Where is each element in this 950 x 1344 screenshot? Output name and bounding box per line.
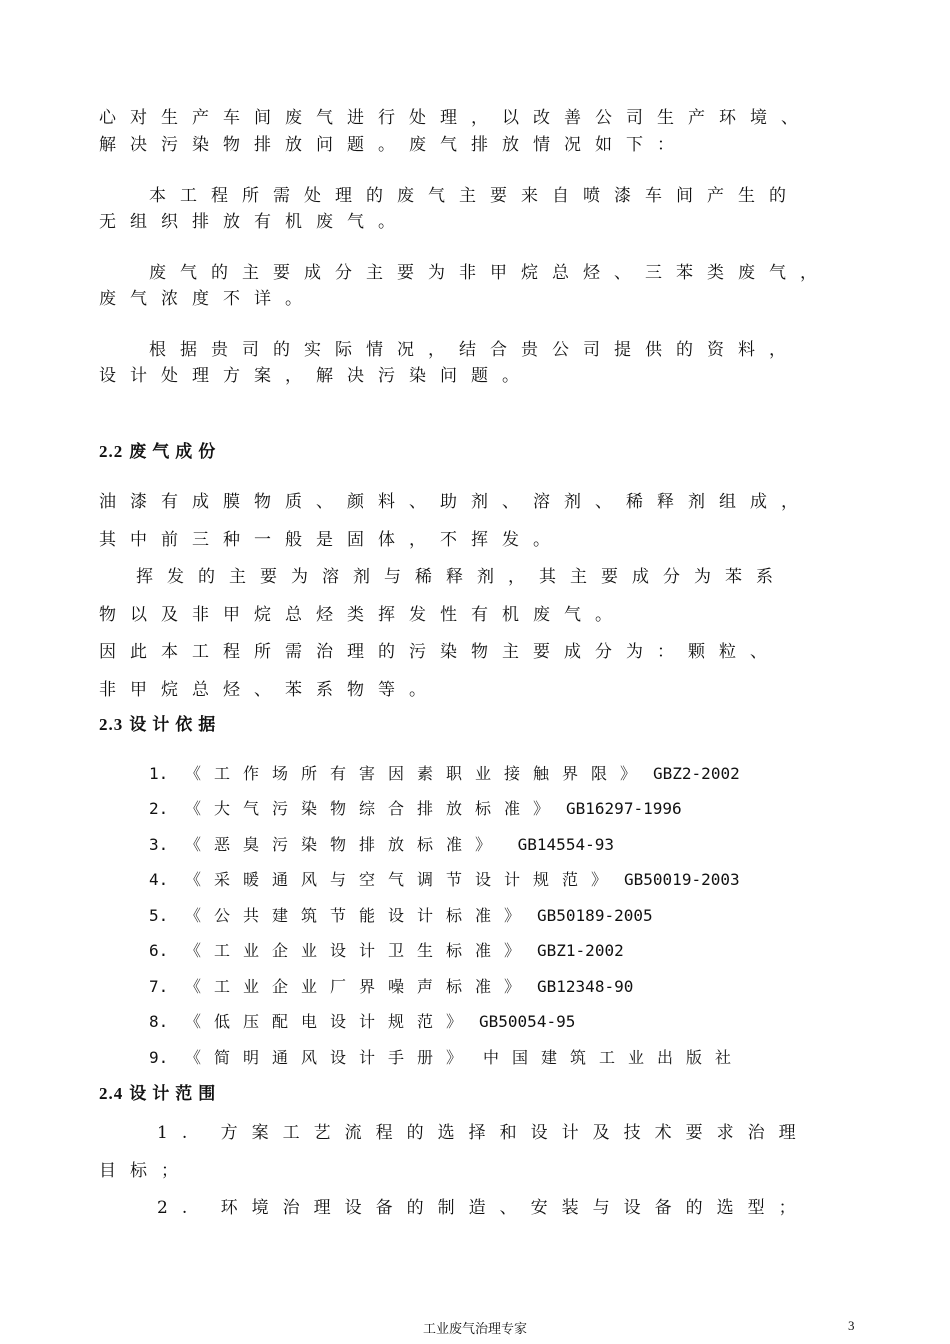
reference-item	[149, 763, 740, 785]
paragraph-line: 废气浓度不详。	[99, 289, 316, 309]
section-title: 设计范围	[129, 1084, 222, 1103]
reference-item	[149, 976, 633, 998]
reference-number: 1.	[149, 764, 169, 783]
section-heading-2-4	[99, 1083, 221, 1105]
section-heading-2-2	[99, 441, 221, 463]
reference-number: 4.	[149, 870, 169, 889]
section-heading-2-3	[99, 714, 221, 736]
reference-code: GB50019-2003	[624, 870, 740, 889]
reference-code: GB50054-95	[479, 1012, 576, 1031]
scope-item: 1. 方案工艺流程的选择和设计及技术要求治理	[157, 1123, 810, 1143]
reference-code: GBZ2-2002	[653, 764, 740, 783]
reference-title: 《采暖通风与空气调节设计规范》	[185, 870, 621, 889]
paragraph-line: 设计处理方案，解决污染问题。	[99, 366, 533, 386]
paragraph-line: 挥发的主要为溶剂与稀释剂，其主要成分为苯系	[136, 567, 787, 587]
section-number: 2.4	[99, 1084, 124, 1103]
section-title: 废气成份	[129, 442, 222, 461]
reference-title: 《公共建筑节能设计标准》	[185, 906, 534, 925]
reference-title: 《恶臭污染物排放标准》	[185, 835, 505, 854]
reference-number: 3.	[149, 835, 169, 854]
reference-number: 9.	[149, 1048, 169, 1067]
paragraph-line: 非甲烷总烃、苯系物等。	[99, 680, 440, 700]
reference-code: GB12348-90	[537, 977, 634, 996]
section-number: 2.3	[99, 715, 124, 734]
reference-publisher: 中国建筑工业出版社	[483, 1048, 745, 1067]
reference-code: GB16297-1996	[566, 799, 682, 818]
reference-title: 《工作场所有害因素职业接触界限》	[185, 764, 650, 783]
section-title: 设计依据	[129, 715, 222, 734]
reference-item	[149, 940, 624, 962]
reference-number: 5.	[149, 906, 169, 925]
paragraph-line: 本工程所需处理的废气主要来自喷漆车间产生的	[149, 186, 800, 206]
paragraph-line: 物以及非甲烷总烃类挥发性有机废气。	[99, 605, 626, 625]
reference-number: 8.	[149, 1012, 169, 1031]
reference-item	[149, 1011, 575, 1033]
reference-title: 《工业企业设计卫生标准》	[185, 941, 534, 960]
reference-item	[149, 798, 682, 820]
reference-number: 2.	[149, 799, 169, 818]
reference-code: GBZ1-2002	[537, 941, 624, 960]
paragraph-line: 因此本工程所需治理的污染物主要成分为：颗粒、	[99, 642, 781, 662]
footer-text: 工业废气治理专家	[422, 1322, 527, 1337]
reference-item	[149, 869, 740, 891]
reference-number: 6.	[149, 941, 169, 960]
intro-line: 心对生产车间废气进行处理，以改善公司生产环境、	[99, 108, 812, 128]
reference-item	[149, 1047, 744, 1069]
section-number: 2.2	[99, 442, 124, 461]
reference-title: 《工业企业厂界噪声标准》	[185, 977, 534, 996]
reference-title: 《大气污染物综合排放标准》	[185, 799, 563, 818]
paragraph-line: 无组织排放有机废气。	[99, 212, 409, 232]
scope-item: 目标；	[99, 1161, 192, 1181]
page-number: 3	[848, 1318, 855, 1333]
reference-title: 《简明通风设计手册》	[185, 1048, 476, 1067]
paragraph-line: 根据贵司的实际情况，结合贵公司提供的资料，	[149, 340, 800, 360]
reference-item	[149, 834, 614, 856]
paragraph-line: 油漆有成膜物质、颜料、助剂、溶剂、稀释剂组成，	[99, 492, 812, 512]
reference-code: GB14554-93	[508, 835, 614, 854]
scope-item: 2. 环境治理设备的制造、安装与设备的选型；	[157, 1198, 810, 1218]
reference-code: GB50189-2005	[537, 906, 653, 925]
paragraph-line: 其中前三种一般是固体，不挥发。	[99, 530, 564, 550]
reference-item	[149, 905, 653, 927]
intro-line: 解决污染物排放问题。废气排放情况如下：	[99, 135, 688, 155]
reference-title: 《低压配电设计规范》	[185, 1012, 476, 1031]
paragraph-line: 废气的主要成分主要为非甲烷总烃、三苯类废气，	[149, 263, 831, 283]
reference-number: 7.	[149, 977, 169, 996]
